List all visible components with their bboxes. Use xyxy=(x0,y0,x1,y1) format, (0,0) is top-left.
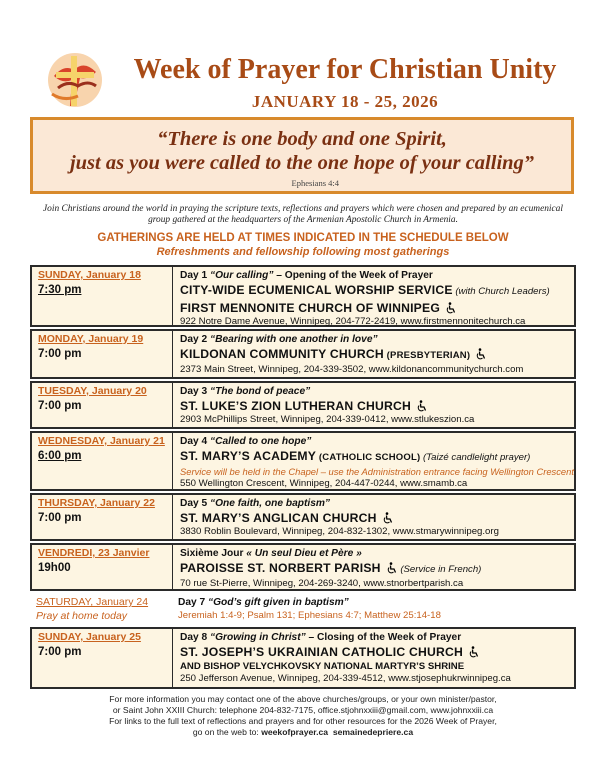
date-cell xyxy=(32,331,173,377)
date-label: WEDNESDAY, January 21 xyxy=(38,435,165,447)
date-label: SUNDAY, January 18 xyxy=(38,269,141,281)
time-label: 7:00 pm xyxy=(38,512,82,524)
service-name: CITY-WIDE ECUMENICAL WORSHIP SERVICE (with Church Leaders) xyxy=(180,283,550,297)
footer xyxy=(30,694,576,738)
date-cell xyxy=(32,495,173,539)
wheelchair-icon xyxy=(475,348,487,360)
gatherings-notice: GATHERINGS ARE HELD AT TIMES INDICATED IN THE SCHEDULE BELOW xyxy=(97,232,509,244)
church-address: 2903 McPhillips Street, Winnipeg, 204-339-0412, www.stlukeszion.ca xyxy=(180,414,475,425)
day-theme: Sixième Jour « Un seul Dieu et Père » xyxy=(180,548,362,559)
event-info xyxy=(180,547,576,590)
ecumenical-cross-logo xyxy=(44,50,106,110)
wheelchair-icon xyxy=(382,512,394,524)
day-theme: Day 7 “God’s gift given in baptism” xyxy=(178,597,349,608)
date-cell xyxy=(32,629,173,687)
day-theme: Day 8 “Growing in Christ” – Closing of the Week of Prayer xyxy=(180,632,462,643)
date-cell xyxy=(32,545,173,589)
quote-line-2: just as you were called to the one hope of your calling” xyxy=(69,152,535,174)
date-cell xyxy=(30,594,170,626)
date-cell xyxy=(32,383,173,427)
time-label: 7:00 pm xyxy=(38,646,82,658)
church-name: KILDONAN COMMUNITY CHURCH (PRESBYTERIAN) xyxy=(180,346,576,364)
event-info xyxy=(180,269,576,328)
wheelchair-icon xyxy=(386,562,398,574)
church-name: ST. MARY’S ANGLICAN CHURCH xyxy=(180,510,576,526)
refreshments-notice: Refreshments and fellowship following most gatherings xyxy=(156,246,450,258)
church-name: PAROISSE ST. NORBERT PARISH (Service in French) xyxy=(180,561,482,575)
event-info xyxy=(180,497,576,538)
day-theme: Day 4 “Called to one hope” xyxy=(180,436,312,447)
quote-line-1: “There is one body and one Spirit, xyxy=(157,128,447,150)
church-address: 922 Notre Dame Avenue, Winnipeg, 204-772-2419, www.firstmennonitechurch.ca xyxy=(180,316,526,327)
church-address: 70 rue St-Pierre, Winnipeg, 204-269-3240, www.stnorbertparish.ca xyxy=(180,578,464,589)
time-label: 7:00 pm xyxy=(38,348,82,360)
schedule-row-day5 xyxy=(30,493,576,541)
footer-line-4: go on the web to: weekofprayer.ca semainedepriere.ca xyxy=(192,727,414,737)
schedule-row-day1 xyxy=(30,265,576,327)
event-info xyxy=(180,631,576,685)
schedule-row-day8 xyxy=(30,627,576,689)
church-address: 550 Wellington Crescent, Winnipeg, 204-447-0244, www.smamb.ca xyxy=(180,478,468,489)
link-semainedepriere[interactable]: semainedepriere.ca xyxy=(332,727,414,737)
day-theme: Day 3 “The bond of peace” xyxy=(180,386,311,397)
footer-line-3: For links to the full text of reflections and prayers and for other resources for the 2026 Week of Prayer, xyxy=(109,716,497,726)
church-name: ST. LUKE’S ZION LUTHERAN CHURCH xyxy=(180,398,576,414)
time-label: 7:00 pm xyxy=(38,400,82,412)
schedule-row-day2 xyxy=(30,329,576,379)
time-label: 7:30 pm xyxy=(38,284,82,296)
day-theme: Day 1 “Our calling” – Opening of the Week of Prayer xyxy=(180,270,433,281)
date-cell xyxy=(32,267,173,325)
page-title: Week of Prayer for Christian Unity xyxy=(133,54,557,85)
footer-line-1: For more information you may contact one of the above churches/groups, or your own minister/pastor, xyxy=(109,694,497,704)
date-cell xyxy=(32,433,173,489)
day-theme: Day 2 “Bearing with one another in love” xyxy=(180,334,378,345)
schedule-row-day3 xyxy=(30,381,576,429)
quote-reference: Ephesians 4:4 xyxy=(291,178,339,188)
event-info xyxy=(180,385,576,426)
church-name: ST. JOSEPH’S UKRAINIAN CATHOLIC CHURCH xyxy=(180,644,576,660)
date-label: MONDAY, January 19 xyxy=(38,333,144,345)
schedule-row-day7 xyxy=(30,594,576,626)
date-label: SUNDAY, January 25 xyxy=(38,631,141,643)
event-info xyxy=(180,435,576,490)
footer-line-2: or Saint John XXIII Church: telephone 204-832-7175, office.stjohnxxiii@gmail.com, www.johnxxiii.ca xyxy=(112,705,494,715)
pray-at-home-label: Pray at home today xyxy=(36,610,128,622)
date-label: VENDREDI, 23 Janvier xyxy=(38,547,150,559)
wheelchair-icon xyxy=(416,400,428,412)
event-dates: JANUARY 18 - 25, 2026 xyxy=(251,92,439,111)
scripture-quote-box xyxy=(30,117,574,194)
schedule-row-day4 xyxy=(30,431,576,491)
shrine-name: AND BISHOP VELYCHKOVSKY NATIONAL MARTYR’S SHRINE xyxy=(180,661,465,672)
scripture-readings: Jeremiah 1:4-9; Psalm 131; Ephesians 4:7; Matthew 25:14-18 xyxy=(178,610,441,621)
service-note: Service will be held in the Chapel – use the Administration entrance facing Wellington Crescent xyxy=(180,466,574,477)
date-label: THURSDAY, January 22 xyxy=(38,497,155,509)
church-name: ST. MARY’S ACADEMY (CATHOLIC SCHOOL) (Taizé candlelight prayer) xyxy=(180,449,531,463)
church-address: 3830 Roblin Boulevard, Winnipeg, 204-832-1302, www.stmarywinnipeg.org xyxy=(180,526,499,537)
church-address: 2373 Main Street, Winnipeg, 204-339-3502, www.kildonancommunitychurch.com xyxy=(180,364,524,375)
wheelchair-icon xyxy=(468,646,480,658)
date-label: SATURDAY, January 24 xyxy=(36,596,149,608)
time-label: 19h00 xyxy=(38,562,71,574)
church-address: 250 Jefferson Avenue, Winnipeg, 204-339-4512, www.stjosephukrwinnipeg.ca xyxy=(180,673,511,684)
schedule-row-day6 xyxy=(30,543,576,591)
time-label: 6:00 pm xyxy=(38,450,82,462)
date-label: TUESDAY, January 20 xyxy=(38,385,147,397)
church-name: FIRST MENNONITE CHURCH OF WINNIPEG xyxy=(180,300,576,316)
intro-text: Join Christians around the world in praying the scripture texts, reflections and prayers which were chosen and prepared by an ecumenical group gathered at the headquarters of the Armenian Apostolic Church in Armenia. xyxy=(43,204,563,225)
event-info xyxy=(178,596,574,622)
wheelchair-icon xyxy=(445,302,457,314)
event-info xyxy=(180,333,576,376)
day-theme: Day 5 “One faith, one baptism” xyxy=(180,498,331,509)
link-weekofprayer[interactable]: weekofprayer.ca xyxy=(261,727,329,737)
